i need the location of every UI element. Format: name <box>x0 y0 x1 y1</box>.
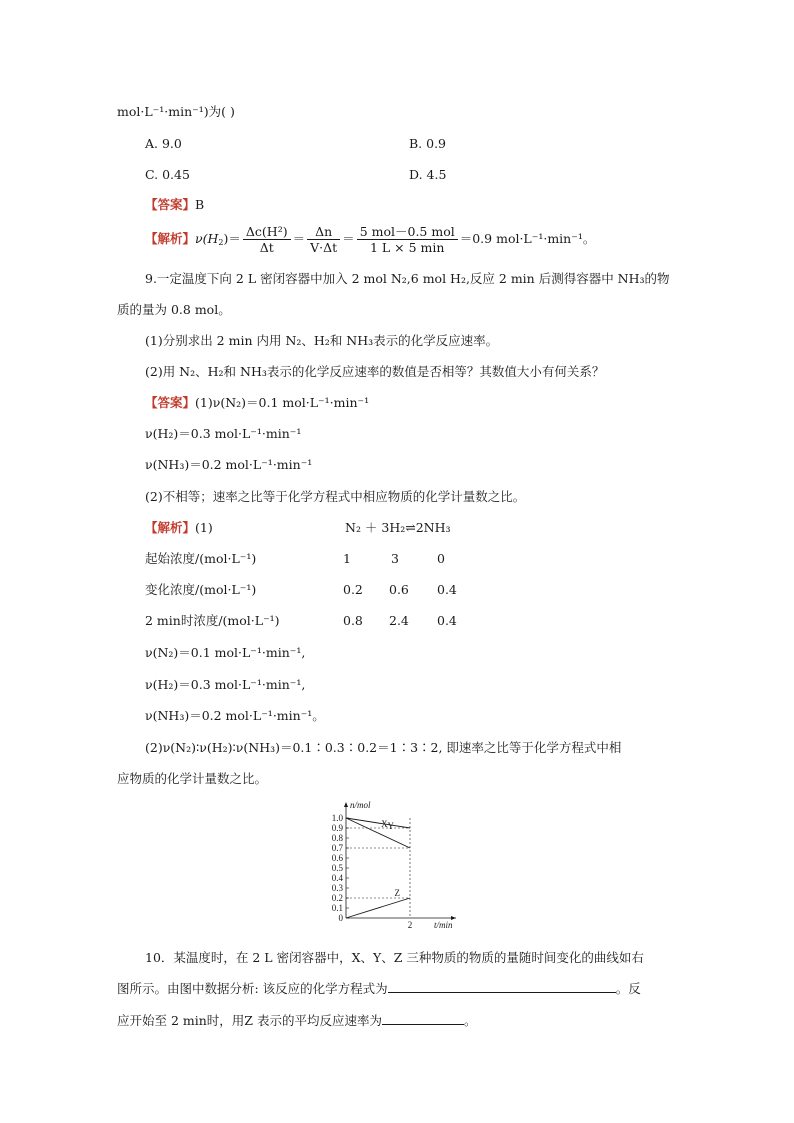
q9-analysis-head: 【解析】(1) <box>145 520 213 535</box>
series-label-x: X <box>381 819 388 829</box>
table-cell: 2.4 <box>389 613 409 628</box>
series-line-y <box>346 818 410 828</box>
q9-answer-line3: ν(NH₃)＝0.2 mol·L⁻¹·min⁻¹ <box>145 457 313 472</box>
y-axis-label: n/mol <box>350 800 371 810</box>
table-cell: 0.2 <box>343 582 363 597</box>
q8-analysis: 【解析】$\nu(H_2)=$ $\frac{\text{Δc(H²)}}{\Delta t}$ ＝ $\frac{\Delta n}{V\cdot\Delta t}$ ＝ $\frac{\text{5 mol－0.5 mol}}{1 L \times 5 \min}$ ＝0.9 mol·L⁻¹·min⁻¹。 <box>145 224 596 255</box>
y-tick-label: 0.5 <box>331 863 343 873</box>
table-row-label: 2 min时浓度/(mol·L⁻¹) <box>145 613 280 628</box>
table-cell: 0.8 <box>343 613 363 628</box>
q9-rate-line2: ν(H₂)＝0.3 mol·L⁻¹·min⁻¹, <box>145 677 306 692</box>
table-row-label: 变化浓度/(mol·L⁻¹) <box>145 582 257 597</box>
table-cell: 1 <box>343 551 351 566</box>
series-line-z <box>346 898 410 918</box>
q8-option-a: A. 9.0 <box>145 136 182 151</box>
table-cell: 0.4 <box>437 582 457 597</box>
y-tick-label: 0 <box>338 913 343 923</box>
q9-rate-line1: ν(N₂)＝0.1 mol·L⁻¹·min⁻¹, <box>145 645 306 660</box>
q8-answer <box>145 197 204 213</box>
y-tick-label: 1.0 <box>331 813 343 823</box>
fraction-2: $\frac{\Delta n}{V\cdot\Delta t}$ <box>307 224 340 255</box>
q9-ratio-line2: 应物质的化学计量数之比。 <box>117 771 268 786</box>
analysis-tag: 【解析】 <box>145 231 196 246</box>
q10-line3: 应开始至 2 min时，用Z 表示的平均反应速率为 。 <box>117 1013 477 1028</box>
table-cell: 0.6 <box>389 582 409 597</box>
q8-option-b: B. 0.9 <box>409 136 447 151</box>
q8-unit-tail: mol·L⁻¹·min⁻¹)为( ) <box>117 104 235 119</box>
q9-sub1: (1)分别求出 2 min 内用 N₂、H₂和 NH₃表示的化学反应速率。 <box>145 333 499 348</box>
q9-stem-line2: 质的量为 0.8 mol。 <box>117 302 231 317</box>
q9-answer-line2: ν(H₂)＝0.3 mol·L⁻¹·min⁻¹ <box>145 426 302 441</box>
q10-line1: 10．某温度时，在 2 L 密闭容器中，X、Y、Z 三种物质的物质的量随时间变化的曲线如右 <box>145 950 644 965</box>
table-cell: 0.4 <box>437 613 457 628</box>
y-tick-label: 0.1 <box>331 903 343 913</box>
q10-line2: 图所示。由图中数据分析: 该反应的化学方程式为 。反 <box>117 981 641 996</box>
y-tick-label: 0.2 <box>331 893 343 903</box>
answer-tag: 【答案】 <box>145 395 196 410</box>
x-tick-label: 2 <box>407 920 413 930</box>
mole-time-chart <box>318 798 478 934</box>
series-label-z: Z <box>394 888 400 898</box>
fraction-3: $\frac{\text{5 mol－0.5 mol}}{1 L \times 5 \min}$ <box>357 224 458 255</box>
answer-tag: 【答案】 <box>145 197 196 212</box>
q9-ratio-line1: (2)ν(N₂)∶ν(H₂)∶ν(NH₃)＝0.1∶0.3∶0.2＝1∶3∶2, 即速率之比等于化学方程式中相 <box>145 740 622 755</box>
y-axis-arrow <box>344 802 348 807</box>
table-cell: 0 <box>437 551 445 566</box>
fraction-1: $\frac{\text{Δc(H²)}}{\Delta t}$ <box>243 224 291 255</box>
table-cell: 3 <box>391 551 399 566</box>
answer-value: B <box>195 197 205 212</box>
rate-answer-blank[interactable] <box>382 1014 464 1025</box>
y-tick-label: 0.9 <box>331 823 343 833</box>
analysis-tag: 【解析】 <box>145 520 196 535</box>
series-line-x <box>346 818 410 848</box>
equation-answer-blank[interactable] <box>388 982 616 993</box>
q9-sub2: (2)用 N₂、H₂和 NH₃表示的化学反应速率的数值是否相等？其数值大小有何关系？ <box>145 364 605 379</box>
q8-option-d: D. 4.5 <box>409 167 447 182</box>
q9-rate-line3: ν(NH₃)＝0.2 mol·L⁻¹·min⁻¹。 <box>145 708 325 723</box>
y-tick-label: 0.3 <box>331 883 343 893</box>
y-tick-label: 0.8 <box>331 833 343 843</box>
y-tick-label: 0.4 <box>331 873 343 883</box>
analysis-result: ＝0.9 mol·L⁻¹·min⁻¹。 <box>459 231 596 246</box>
x-axis-label: t/min <box>434 920 453 930</box>
series-label-y: Y <box>387 821 395 831</box>
q9-stem-line1: 9.一定温度下向 2 L 密闭容器中加入 2 mol N₂,6 mol H₂,反应 2 min 后测得容器中 NH₃的物 <box>145 271 670 286</box>
rate-symbol: ν(H <box>195 231 219 246</box>
q8-option-c: C. 0.45 <box>145 167 190 182</box>
q9-equation: N₂ ＋ 3H₂⇌2NH₃ <box>345 520 451 535</box>
y-tick-label: 0.6 <box>331 853 343 863</box>
y-tick-label: 0.7 <box>331 843 343 853</box>
q9-answer-line4: (2)不相等；速率之比等于化学方程式中相应物质的化学计量数之比。 <box>145 489 526 504</box>
table-row-label: 起始浓度/(mol·L⁻¹) <box>145 551 257 566</box>
q9-answer-line1: 【答案】(1)ν(N₂)＝0.1 mol·L⁻¹·min⁻¹ <box>145 395 370 410</box>
